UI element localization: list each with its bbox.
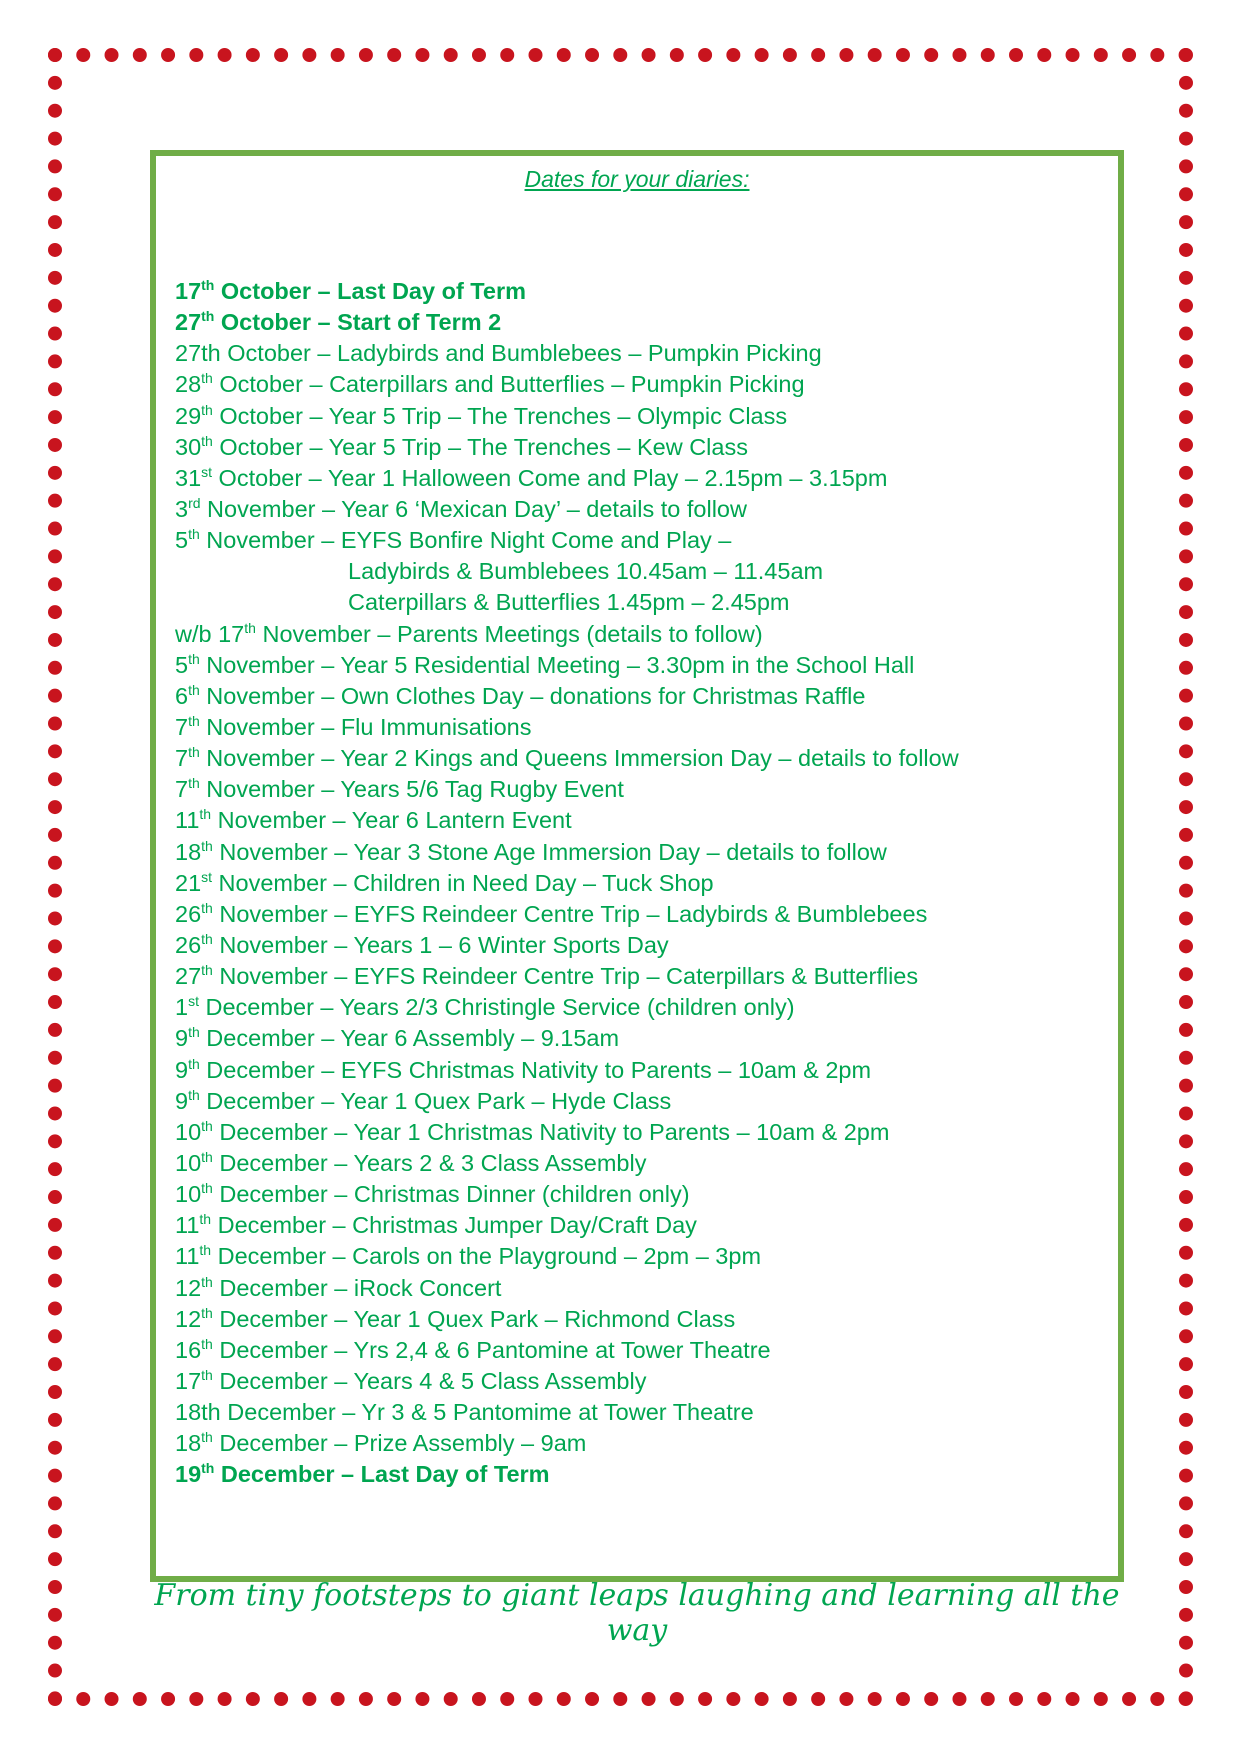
date-suffix: th xyxy=(188,650,200,667)
event-item xyxy=(175,1428,1105,1459)
event-item xyxy=(175,463,1105,494)
date-suffix: th xyxy=(201,277,215,293)
event-description: November – Years 5/6 Tag Rugby Event xyxy=(199,776,624,803)
event-date: 9 xyxy=(175,1056,189,1083)
event-item xyxy=(175,1055,1105,1086)
event-date: 28 xyxy=(175,371,202,398)
event-date: w/b 17 xyxy=(175,620,245,647)
date-suffix: th xyxy=(201,1460,215,1477)
event-description: October – Last Day of Term xyxy=(214,278,527,304)
date-suffix: th xyxy=(201,1180,213,1197)
date-suffix: th xyxy=(201,1366,213,1383)
event-date: 27 xyxy=(175,963,202,990)
date-suffix: th xyxy=(201,1273,213,1290)
event-description: October – Year 1 Halloween Come and Play – 2.15pm – 3.15pm xyxy=(212,464,888,491)
event-description: December – Year 1 Quex Park – Hyde Class xyxy=(199,1087,672,1114)
event-description: November – Children in Need Day – Tuck Shop xyxy=(212,869,714,896)
event-description: December – Yrs 2,4 & 6 Pantomine at Tower Theatre xyxy=(212,1336,771,1363)
event-date: 5 xyxy=(175,527,189,554)
event-date: 29 xyxy=(175,402,202,429)
event-date: 11 xyxy=(175,807,200,834)
event-item xyxy=(175,525,1105,556)
event-item xyxy=(175,1086,1105,1117)
tagline: From tiny footsteps to giant leaps laughing and learning all the way xyxy=(154,1578,1120,1648)
date-suffix: th xyxy=(201,1429,213,1446)
date-suffix: th xyxy=(201,370,213,387)
event-date: 26 xyxy=(175,931,202,958)
event-item xyxy=(175,307,1105,338)
event-item xyxy=(175,1335,1105,1366)
event-item xyxy=(175,1273,1105,1304)
event-item xyxy=(175,868,1105,899)
event-date: 21 xyxy=(175,869,202,896)
event-description: October – Year 5 Trip – The Trenches – Kew Class xyxy=(212,433,748,460)
date-suffix: th xyxy=(201,1117,213,1134)
date-suffix: th xyxy=(201,432,213,449)
event-date: 27th xyxy=(175,340,221,367)
event-item xyxy=(175,619,1105,650)
event-item xyxy=(175,369,1105,400)
event-description: Ladybirds & Bumblebees 10.45am – 11.45am xyxy=(348,558,824,585)
event-description: December – Year 6 Assembly – 9.15am xyxy=(199,1025,620,1052)
event-description: December – Christmas Jumper Day/Craft Day xyxy=(211,1212,697,1239)
event-date: 6 xyxy=(175,682,189,709)
date-suffix: rd xyxy=(188,494,201,511)
event-description: November – Year 6 Lantern Event xyxy=(211,807,572,834)
date-suffix: th xyxy=(201,930,213,947)
event-description: November – EYFS Reindeer Centre Trip – Ladybirds & Bumblebees xyxy=(212,900,928,927)
event-date: 12 xyxy=(175,1274,202,1301)
date-suffix: th xyxy=(188,1086,200,1103)
event-date: 10 xyxy=(175,1181,202,1208)
event-item xyxy=(175,587,1105,618)
event-date: 10 xyxy=(175,1149,202,1176)
event-description: November – Flu Immunisations xyxy=(199,713,532,740)
event-description: November – Year 2 Kings and Queens Immersion Day – details to follow xyxy=(199,745,959,772)
event-description: October – Ladybirds and Bumblebees – Pumpkin Picking xyxy=(220,340,822,367)
date-suffix: th xyxy=(201,1335,213,1352)
event-description: December – Year 1 Quex Park – Richmond Class xyxy=(212,1305,736,1332)
event-date: 18 xyxy=(175,1430,202,1457)
event-description: December – EYFS Christmas Nativity to Parents – 10am & 2pm xyxy=(199,1056,872,1083)
event-date: 9 xyxy=(175,1087,189,1114)
event-date: 26 xyxy=(175,900,202,927)
event-description: December – Year 1 Christmas Nativity to Parents – 10am & 2pm xyxy=(212,1118,890,1145)
event-item xyxy=(175,992,1105,1023)
event-date: 7 xyxy=(175,776,189,803)
event-item xyxy=(175,432,1105,463)
event-date: 11 xyxy=(175,1212,200,1239)
event-description: December – Prize Assembly – 9am xyxy=(212,1430,587,1457)
date-suffix: th xyxy=(188,712,200,729)
date-suffix: th xyxy=(201,401,213,418)
event-item xyxy=(175,743,1105,774)
date-suffix: th xyxy=(199,1211,212,1228)
page-heading: Dates for your diaries: xyxy=(524,166,750,192)
date-suffix: th xyxy=(201,962,213,979)
date-suffix: st xyxy=(188,993,199,1010)
date-suffix: th xyxy=(188,744,200,761)
date-suffix: th xyxy=(188,1055,200,1072)
date-suffix: st xyxy=(201,868,213,885)
event-item xyxy=(175,1459,1105,1490)
event-item xyxy=(175,494,1105,525)
event-item xyxy=(175,1241,1105,1272)
event-description: December – Years 2/3 Christingle Service (children only) xyxy=(198,994,795,1021)
event-item xyxy=(175,1117,1105,1148)
event-description: November – Year 3 Stone Age Immersion Day – details to follow xyxy=(212,838,887,865)
event-item xyxy=(175,805,1105,836)
date-suffix: th xyxy=(199,806,212,823)
event-description: Caterpillars & Butterflies 1.45pm – 2.45pm xyxy=(348,589,790,616)
event-description: October – Year 5 Trip – The Trenches – Olympic Class xyxy=(212,402,788,429)
date-suffix: th xyxy=(201,1304,213,1321)
event-item xyxy=(175,899,1105,930)
event-item xyxy=(175,712,1105,743)
event-item xyxy=(175,681,1105,712)
event-date: 16 xyxy=(175,1336,202,1363)
date-suffix: th xyxy=(201,1148,213,1165)
event-date: 10 xyxy=(175,1118,202,1145)
event-description: December – Carols on the Playground – 2pm – 3pm xyxy=(211,1243,762,1270)
event-item xyxy=(175,1304,1105,1335)
event-item xyxy=(175,401,1105,432)
event-description: December – Yr 3 & 5 Pantomime at Tower Theatre xyxy=(220,1399,754,1426)
event-date: 19 xyxy=(175,1461,202,1488)
event-description: October – Caterpillars and Butterflies – Pumpkin Picking xyxy=(212,371,805,398)
date-suffix: th xyxy=(201,308,215,325)
date-suffix: th xyxy=(201,837,213,854)
event-description: November – Year 6 ‘Mexican Day’ – details to follow xyxy=(200,495,747,522)
event-item xyxy=(175,1210,1105,1241)
event-date: 18 xyxy=(175,838,202,865)
event-description: December – iRock Concert xyxy=(212,1274,502,1301)
event-date: 7 xyxy=(175,713,189,740)
date-suffix: th xyxy=(244,619,256,636)
date-suffix: th xyxy=(201,899,213,916)
event-date: 7 xyxy=(175,745,189,772)
date-suffix: th xyxy=(188,681,200,698)
event-description: November – Parents Meetings (details to follow) xyxy=(255,620,763,647)
event-description: November – Years 1 – 6 Winter Sports Day xyxy=(212,931,669,958)
event-description: December – Christmas Dinner (children only) xyxy=(212,1181,690,1208)
date-suffix: th xyxy=(199,1242,212,1259)
event-date: 5 xyxy=(175,651,189,678)
event-date: 11 xyxy=(175,1243,200,1270)
event-item xyxy=(175,1179,1105,1210)
event-item xyxy=(175,276,1105,307)
event-date: 18th xyxy=(175,1399,221,1426)
date-suffix: th xyxy=(188,1024,200,1041)
event-date: 30 xyxy=(175,433,202,460)
event-date: 9 xyxy=(175,1025,189,1052)
event-date: 1 xyxy=(175,994,189,1021)
event-description: December – Last Day of Term xyxy=(214,1461,550,1488)
date-suffix: th xyxy=(188,526,200,543)
event-item xyxy=(175,338,1105,369)
event-item xyxy=(175,650,1105,681)
date-suffix: th xyxy=(188,775,200,792)
event-description: October – Start of Term 2 xyxy=(214,309,502,336)
event-item xyxy=(175,1397,1105,1428)
event-item xyxy=(175,774,1105,805)
event-description: November – Own Clothes Day – donations for Christmas Raffle xyxy=(199,682,866,709)
event-date: 3 xyxy=(175,495,189,522)
event-description: December – Years 4 & 5 Class Assembly xyxy=(212,1367,647,1394)
event-description: November – Year 5 Residential Meeting – 3.30pm in the School Hall xyxy=(199,651,915,678)
date-suffix: st xyxy=(201,463,213,480)
event-item xyxy=(175,930,1105,961)
event-description: November – EYFS Bonfire Night Come and Play – xyxy=(199,527,732,554)
event-item xyxy=(175,556,1105,587)
event-item xyxy=(175,837,1105,868)
event-date: 27 xyxy=(175,309,202,336)
event-date: 17 xyxy=(175,278,202,304)
event-description: November – EYFS Reindeer Centre Trip – Caterpillars & Butterflies xyxy=(212,963,919,990)
event-item xyxy=(175,961,1105,992)
event-date: 12 xyxy=(175,1305,202,1332)
event-item xyxy=(175,1023,1105,1054)
event-item xyxy=(175,1148,1105,1179)
events-list xyxy=(175,276,1105,1490)
event-item xyxy=(175,1366,1105,1397)
event-date: 31 xyxy=(175,464,202,491)
event-date: 17 xyxy=(175,1367,202,1394)
event-description: December – Years 2 & 3 Class Assembly xyxy=(212,1149,647,1176)
